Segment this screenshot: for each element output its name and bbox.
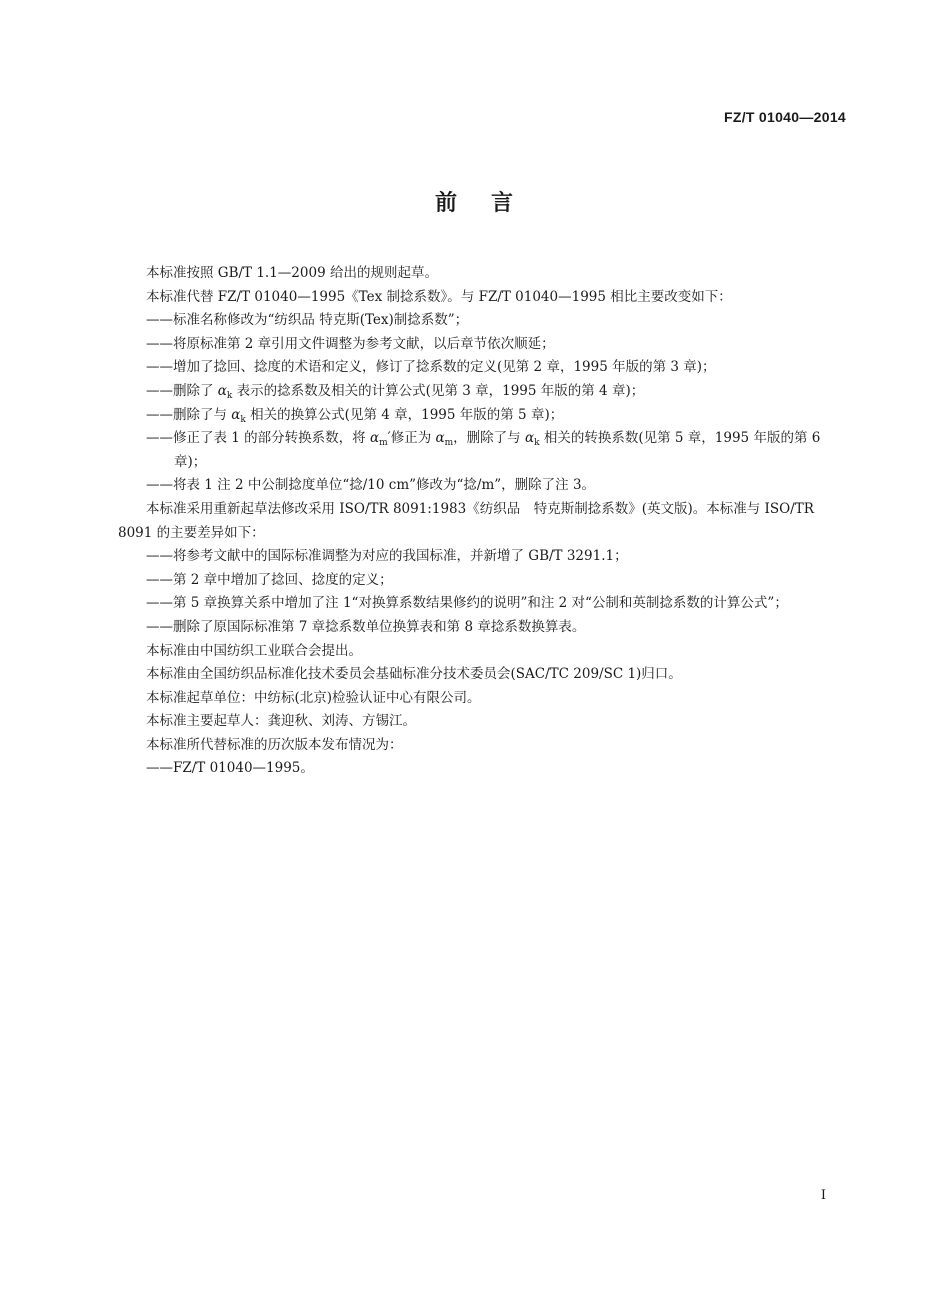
paragraph-replaces: 本标准代替 FZ/T 01040—1995《Tex 制捻系数》。与 FZ/T 01040—1995 相比主要改变如下： <box>146 288 732 305</box>
change-text: 相关的换算公式(见第 4 章，1995 年版的第 5 章)； <box>245 406 564 423</box>
change-text: ——修正了表 1 的部分转换系数，将 <box>146 430 370 447</box>
paragraph-drafters: 本标准主要起草人：龚迎秋、刘涛、方锡江。 <box>146 713 416 730</box>
standard-number: FZ/T 01040—2014 <box>723 109 846 125</box>
change-item <box>118 427 848 474</box>
title-char-1: 前 <box>434 191 459 216</box>
change-text: ——删除了 <box>146 382 218 399</box>
alpha-symbol: α <box>435 430 445 447</box>
paragraph-committee: 本标准由全国纺织品标准化技术委员会基础标准分技术委员会(SAC/TC 209/SC 1)归口。 <box>146 666 682 683</box>
paragraph-drafting-rules: 本标准按照 GB/T 1.1—2009 给出的规则起草。 <box>146 265 438 281</box>
paragraph-adoption: 本标准采用重新起草法修改采用 ISO/TR 8091:1983《纺织品 特克斯制捻系数》(英文版)。本标准与 ISO/TR 8091 的主要差异如下： <box>118 500 814 541</box>
change-text: 相关的转换系数(见第 5 章，1995 年版的第 6 章)； <box>174 430 821 470</box>
change-item: ——将原标准第 2 章引用文件调整为参考文献，以后章节依次顺延； <box>146 335 555 352</box>
difference-item: ——将参考文献中的国际标准调整为对应的我国标准，并新增了 GB/T 3291.1； <box>146 548 628 565</box>
alpha-subscript: k <box>240 414 246 425</box>
alpha-symbol: α <box>524 430 535 447</box>
title-char-2: 言 <box>491 191 516 216</box>
difference-item: ——第 5 章换算关系中增加了注 1“对换算系数结果修约的说明”和注 2 对“公制和英制捻系数的计算公式”； <box>146 595 788 612</box>
change-item <box>118 380 848 404</box>
change-item: ——将表 1 注 2 中公制捻度单位“捻/10 cm”修改为“捻/m”，删除了注 3。 <box>146 477 596 494</box>
alpha-symbol: α <box>231 406 241 423</box>
difference-item: ——删除了原国际标准第 7 章捻系数单位换算表和第 8 章捻系数换算表。 <box>146 618 586 635</box>
paragraph-proposer: 本标准由中国纺织工业联合会提出。 <box>146 642 362 659</box>
alpha-subscript: k <box>226 390 233 401</box>
paragraph-history: 本标准所代替标准的历次版本发布情况为： <box>146 736 403 753</box>
alpha-symbol: α <box>217 382 227 399</box>
alpha-symbol: α <box>369 430 380 447</box>
change-text: ，删除了与 <box>453 430 525 447</box>
history-item: ——FZ/T 01040—1995。 <box>146 760 314 777</box>
change-text: ′修正为 <box>387 430 436 447</box>
change-item: ——增加了捻回、捻度的术语和定义，修订了捻系数的定义(见第 2 章，1995 年版的第 3 章)； <box>146 359 716 376</box>
change-item <box>118 404 848 428</box>
alpha-subscript: k <box>534 438 540 449</box>
difference-item: ——第 2 章中增加了捻回、捻度的定义； <box>146 571 393 588</box>
alpha-subscript: m <box>379 438 388 449</box>
page-number: I <box>820 1188 826 1203</box>
change-text: ——删除了与 <box>146 406 232 423</box>
page-title <box>0 186 950 217</box>
foreword-body <box>118 262 848 781</box>
change-item: ——标准名称修改为“纺织品 特克斯(Tex)制捻系数”； <box>146 312 469 329</box>
paragraph-drafting-unit: 本标准起草单位：中纺标(北京)检验认证中心有限公司。 <box>146 689 481 706</box>
alpha-subscript: m <box>444 438 454 449</box>
change-text: 表示的捻系数及相关的计算公式(见第 3 章，1995 年版的第 4 章)； <box>232 382 645 399</box>
